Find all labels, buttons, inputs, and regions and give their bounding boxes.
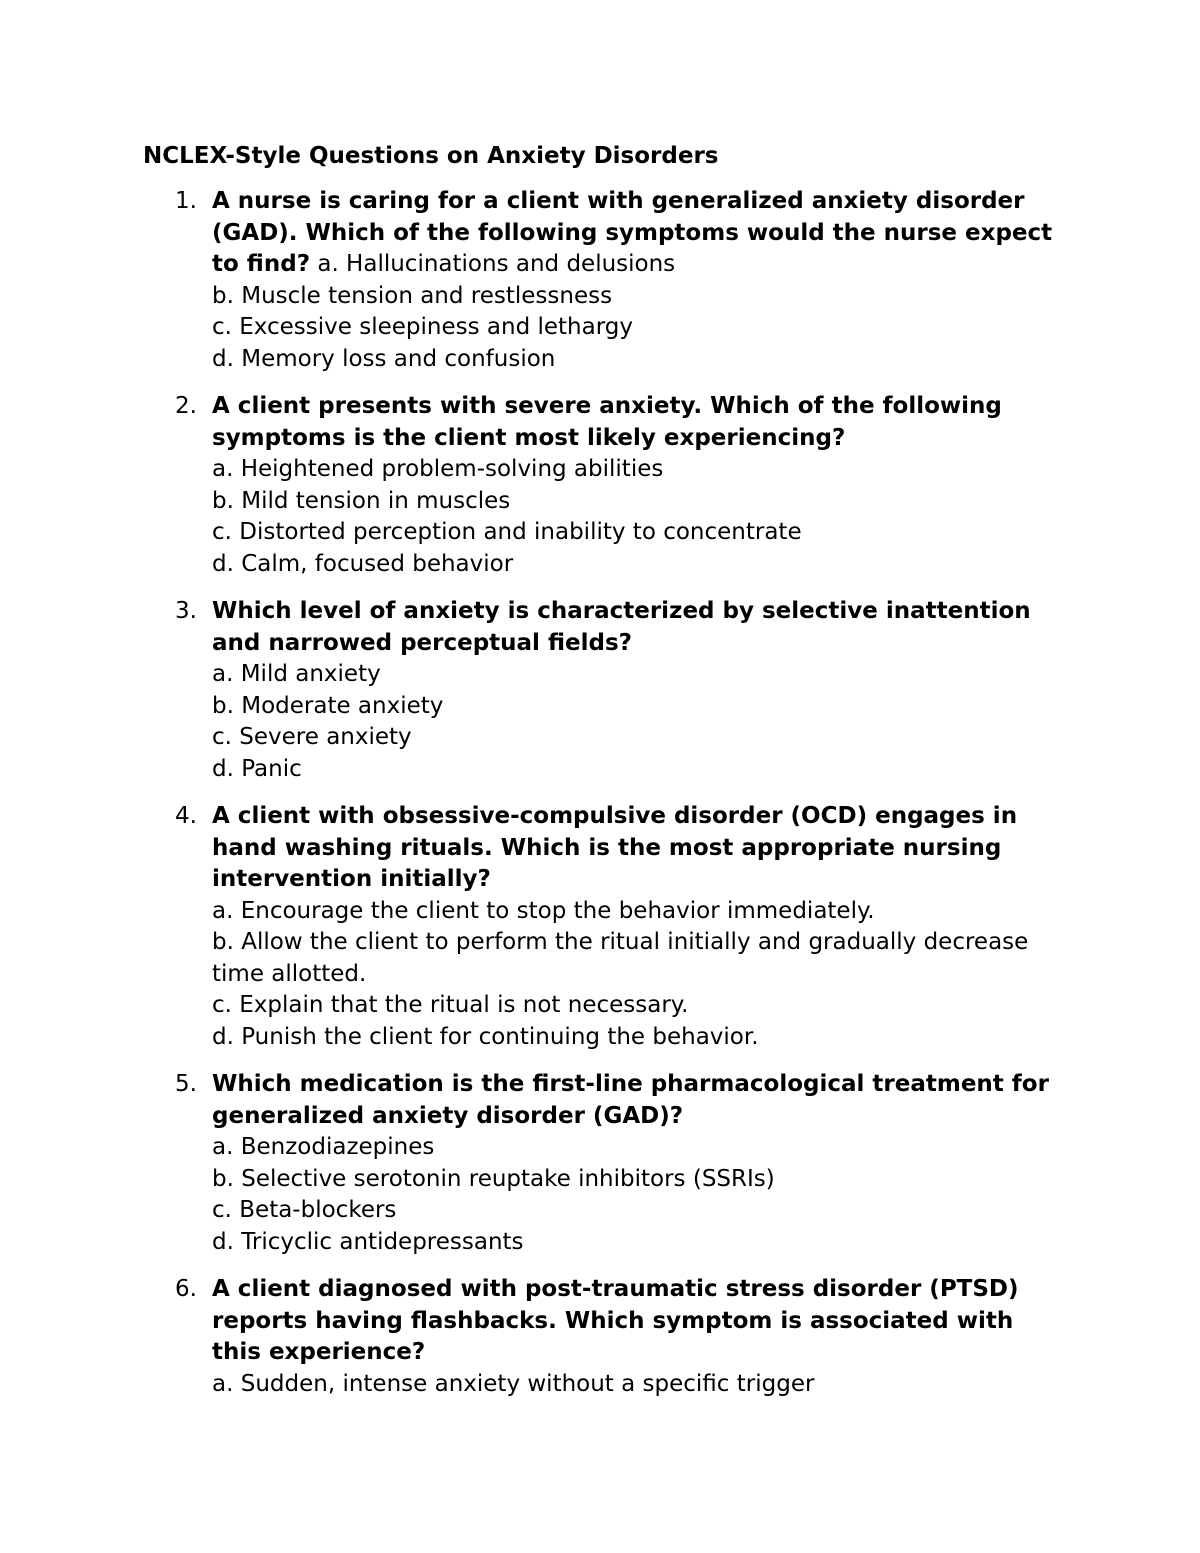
answer-option: a. Benzodiazepines <box>212 1134 435 1160</box>
question-number: 2. <box>175 393 197 419</box>
question-number: 6. <box>175 1276 197 1302</box>
answer-option: a. Mild anxiety <box>212 661 381 687</box>
question-stem: Which level of anxiety is characterized by selective inattention and narrowed perceptual fields? <box>212 598 1031 656</box>
question-item <box>0 1274 1200 1400</box>
answer-option: d. Tricyclic antidepressants <box>212 1228 524 1255</box>
answer-option: d. Calm, focused behavior <box>212 550 514 577</box>
question-number: 4. <box>175 803 197 829</box>
question-item <box>0 186 1200 375</box>
answer-option: c. Distorted perception and inability to concentrate <box>212 519 802 545</box>
answer-option: c. Excessive sleepiness and lethargy <box>212 314 633 340</box>
question-stem: A client diagnosed with post-traumatic stress disorder (PTSD) reports having flashbacks. Which symptom is associated with this experience? <box>212 1276 1019 1365</box>
question-stem: A client with obsessive-compulsive disorder (OCD) engages in hand washing rituals. Which is the most appropriate nursing intervention initially? <box>212 803 1018 892</box>
answer-option: a. Heightened problem-solving abilities <box>212 456 664 482</box>
question-number: 5. <box>175 1071 197 1097</box>
question-item <box>0 391 1200 580</box>
question-stem: A nurse is caring for a client with generalized anxiety disorder (GAD). Which of the following symptoms would the nurse expect to find? <box>212 188 1053 277</box>
answer-option: d. Punish the client for continuing the behavior. <box>212 1023 759 1050</box>
question-stem: Which medication is the first-line pharmacological treatment for generalized anxiety disorder (GAD)? <box>212 1071 1049 1129</box>
answer-option: b. Moderate anxiety <box>212 692 444 719</box>
question-number: 3. <box>175 598 197 624</box>
question-item <box>0 1069 1200 1258</box>
answer-option: a. Encourage the client to stop the behavior immediately. <box>212 897 875 924</box>
answer-option: a. Sudden, intense anxiety without a specific trigger <box>212 1370 815 1397</box>
question-item <box>0 596 1200 785</box>
answer-option: c. Explain that the ritual is not necessary. <box>212 992 689 1018</box>
answer-option: b. Mild tension in muscles <box>212 487 511 514</box>
question-item <box>0 801 1200 1053</box>
question-number: 1. <box>175 188 197 214</box>
question-list <box>0 186 1200 1416</box>
question-stem: A client presents with severe anxiety. Which of the following symptoms is the client most likely experiencing? <box>212 393 1002 451</box>
answer-option: c. Beta-blockers <box>212 1197 397 1223</box>
answer-option: b. Selective serotonin reuptake inhibitors (SSRIs) <box>212 1165 775 1192</box>
answer-option: b. Muscle tension and restlessness <box>212 282 613 309</box>
document-title: NCLEX-Style Questions on Anxiety Disorders <box>143 143 719 169</box>
answer-option: c. Severe anxiety <box>212 724 412 750</box>
answer-option: d. Panic <box>212 755 302 782</box>
answer-option: d. Memory loss and confusion <box>212 345 556 372</box>
answer-option: b. Allow the client to perform the ritual initially and gradually decrease time allotted. <box>212 929 1029 987</box>
answer-option: a. Hallucinations and delusions <box>317 251 676 277</box>
